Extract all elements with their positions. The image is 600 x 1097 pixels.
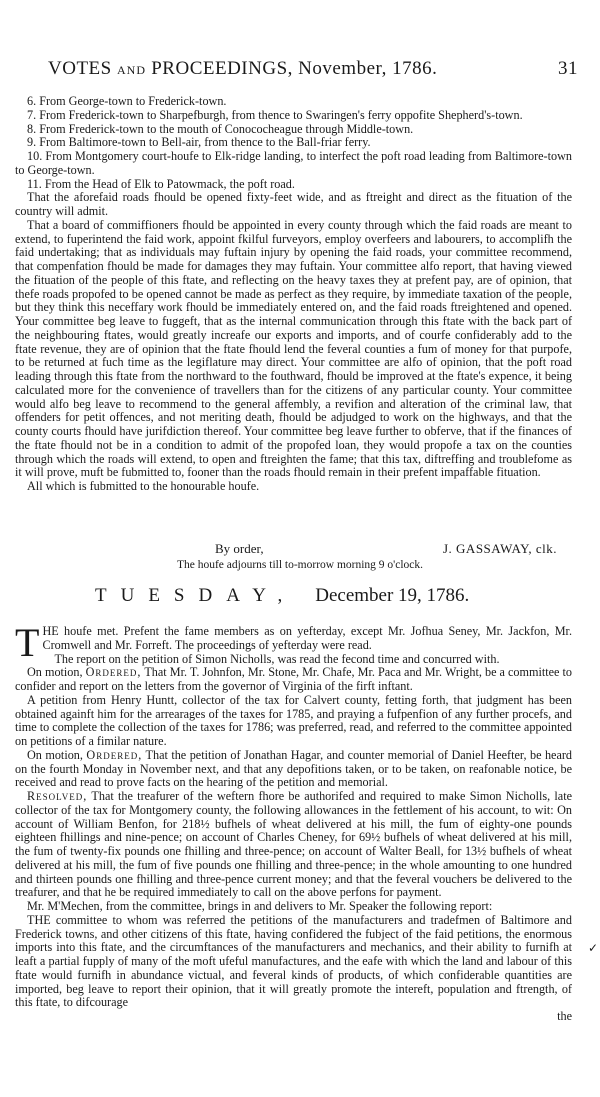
paragraph: That a board of commiffioners fhould be appointed in every county through which the faid roads are meant to extend, to fuperintend the faid work, appoint fkilful furveyors, employ overfeers and labourers, to accomplifh the faid undertaking; that as individuals may fuftain injury by opening the faid roads, your committee recommend, that compenfation fhould be made for damages they may fuftain. Your committee alfo report, that having viewed the fituation of the people of this ftate, and reflecting on the heavy taxes they at prefent pay, are of opinion, that thefe roads propofed to be opened cannot be made as perfect as they require, by immediate taxation of the people, but they think this neceffary work fhould be immediately entered on, and the faid roads ftreightened and opened. Your committee beg leave to fuggeft, that as the internal communication through this ftate with the back part of the neighbouring ftates, would greatly increafe our exports and imports, and of courfe confiderably add to the ftate revenue, they are of opinion that the ftate fhould lend the feveral counties a fum of money for that purpofe, to be returned at fuch time as the legiflature may direct. Your committee are alfo of opinion, that the poft road leading through this ftate from the northward to the fouthward, fhould be improved at the ftate's expence, it being calculated more for the convenience of travellers than for the citizens of any particular county. Your committee would alfo beg leave to recommend to the general affembly, a revifion and alteration of the criminal law, that offenders for petit offences, and not meriting death, fhould be adjudged to work on the highways, and that the county courts fhould have jurifdiction thereof. Your committee beg leave further to obferve, that if the finances of the ftate fhould not be in a condition to admit of the propofed loan, they would propofe a tax on the counties through which the roads will extend, to open and ftreighten the fame; that this tax, diftreffing and troublefome as it will prove, muft be fubmitted to, fooner than the roads fhould remain in their prefent impaffable fituation. (15, 217, 572, 480)
drop-cap: T (15, 620, 40, 665)
paragraph: 7. From Frederick-town to Sharpefburgh, from thence to Swaringen's ferry oppofite Shepherd's-town. (27, 107, 523, 122)
paragraph: On motion, Ordered, That Mr. T. Johnfon, Mr. Stone, Mr. Chafe, Mr. Paca and Mr. Wright, be a committee to confider and report on the letters from the governor of Virginia of the firft inftant. (15, 665, 573, 693)
paragraph: Mr. M'Mechen, from the committee, brings in and delivers to Mr. Speaker the following report: (27, 899, 493, 913)
paragraph: 8. From Frederick-town to the mouth of Conococheague through Middle-town. (27, 121, 414, 136)
paragraph: 10. From Montgomery court-houfe to Elk-ridge landing, to interfect the poft road leading from Baltimore-town to George-town. (15, 149, 572, 177)
paragraph: THE houfe met. Prefent the fame members as on yefterday, except Mr. Jofhua Seney, Mr. Jackfon, Mr. Cromwell and Mr. Forreft. The proceedings of yefterday were read. (15, 620, 572, 665)
day-date: December 19, 1786. (315, 585, 470, 606)
by-order: By order, (215, 541, 264, 556)
margin-check-mark: ✓ (588, 941, 599, 955)
paragraph: 11. From the Head of Elk to Patowmack, the poft road. (27, 176, 295, 191)
paragraph: That the aforefaid roads fhould be opened fixty-feet wide, and as ftreight and direct as the fituation of the country will admit. (15, 190, 572, 218)
running-header (48, 58, 578, 80)
paragraph: All which is fubmitted to the honourable houfe. (27, 479, 260, 493)
tuesday-proceedings (15, 620, 573, 1024)
paragraph: The report on the petition of Simon Nicholls, was read the fecond time and concurred with. (54, 651, 500, 666)
road-list-section (15, 95, 572, 494)
adjournment-note: The houfe adjourns till to-morrow morning 9 o'clock. (176, 559, 424, 571)
paragraph: THE committee to whom was referred the petitions of the manufacturers and tradefmen of Baltimore and Frederick towns, and other citizens of this ftate, having confidered the fubject of the faid petitions, the enormous imports into this ftate, and the circumftances of the manufacturers and mechanics, and their ability to furnifh at leaft a partial fupply of many of the moft ufeful manufactures, and the eafe with which the land and labour of this ftate would furnifh in abundance victual, and feveral kinds of products, of which confiderable quantities are imported, beg leave to report their opinion, that it will greatly promote the intereft, population and ftrength, of this ftate, to difcourage (15, 912, 572, 1010)
paragraph: 9. From Baltimore-town to Bell-air, from thence to the Ball-friar ferry. (27, 135, 371, 150)
catchword: the (557, 1009, 572, 1023)
day-name: TUESDAY, (95, 585, 297, 606)
header-title: VOTES AND PROCEEDINGS, (48, 58, 293, 79)
header-date: November, 1786. (298, 58, 438, 79)
day-heading (95, 585, 469, 607)
paragraph: On motion, Ordered, That the petition of Jonathan Hagar, and counter memorial of Daniel Heefter, be heard on the fourth Monday in November next, and that any depofitions taken, or to be taken, on reafonable notice, be received and read to prove facts on the hearing of the petition and memorial. (15, 747, 573, 790)
clerk-signature: J. GASSAWAY, clk. (442, 541, 557, 556)
paragraph: Resolved, That the treafurer of the weftern fhore be authorifed and required to make Simon Nicholls, late collector of the tax for Montgomery county, the following allowances in the fettlement of his account, to wit: On account of William Benfon, for 218½ bufhels of wheat delivered at his mill, the fum of eighty-one pounds eighteen fhillings and nine-pence; on account of Charles Cheney, for 69½ bufhels of wheat delivered at his mill, the fum of twenty-fix pounds one fhilling and three-pence; on account of Walter Beall, for 13½ bufhels of wheat delivered at his mill, the fum of five pounds one fhilling and three-pence; in the whole amounting to one hundred and thirteen pounds one fhilling and three-pence current money; and that the feveral vouchers be delivered to the treafurer, and that he be required immediately to call on the above perfons for payment. (15, 789, 573, 900)
paragraph: 6. From George-town to Frederick-town. (27, 94, 227, 108)
page-number: 31 (558, 58, 578, 79)
paragraph: A petition from Henry Huntt, collector of the tax for Calvert county, fetting forth, that judgment has been obtained againft him for the arrearages of the taxes for 1785, and praying a fufpenfion of any further procefs, and time to complete the collection of the taxes for 1786; was preferred, read, and referred to the committee appointed on petitions of a fimilar nature. (15, 692, 572, 748)
